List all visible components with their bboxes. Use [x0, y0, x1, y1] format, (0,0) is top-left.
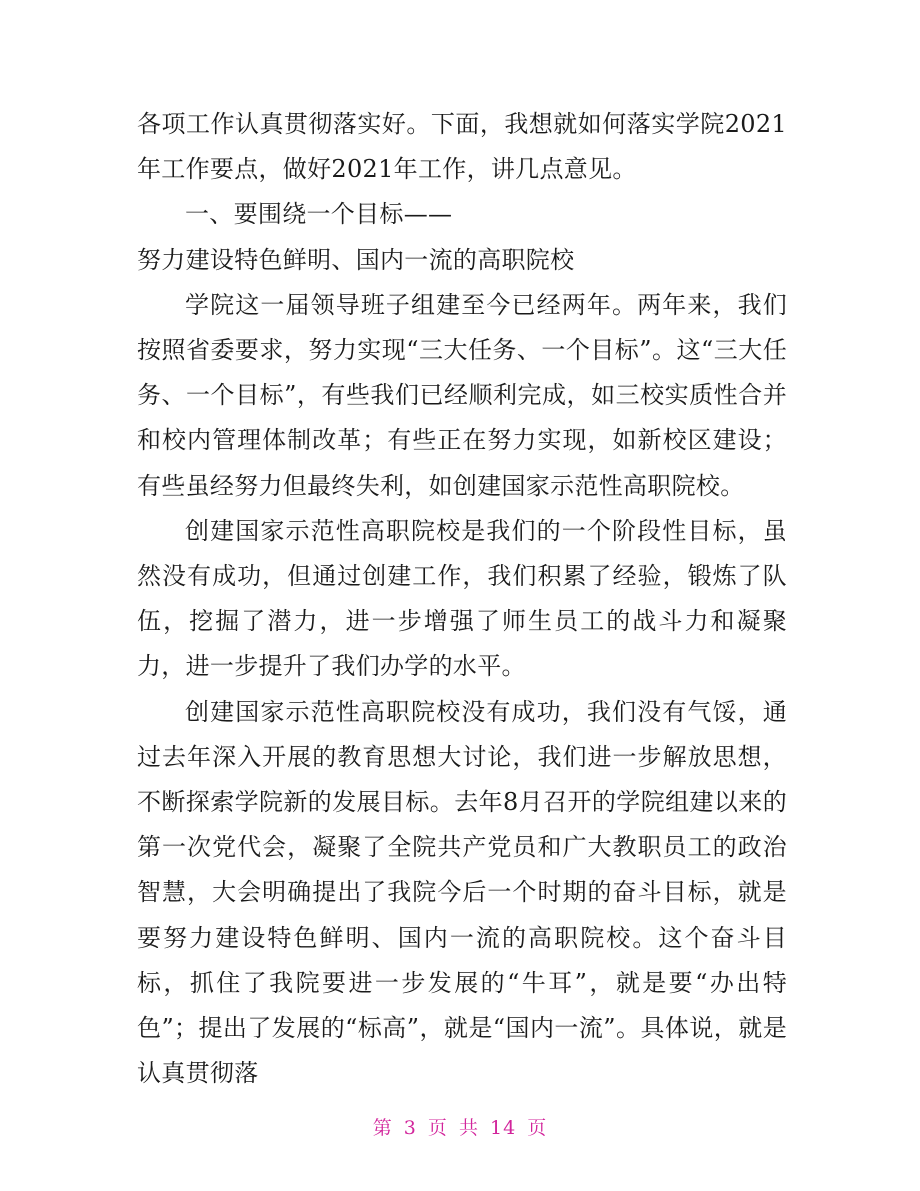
page-footer: [0, 1113, 920, 1140]
footer-prefix: 第: [372, 1117, 393, 1139]
paragraph-leadership: 学院这一届领导班子组建至今已经两年。两年来，我们按照省委要求，努力实现“三大任务、一个目标”。这“三大任务、一个目标”，有些我们已经顺利完成，如三校实质性合并和校内管理体制改革；有些正在努力实现，如新校区建设；有些虽经努力但最终失利，如创建国家示范性高职院校。: [137, 290, 787, 500]
footer-total-unit: 页: [527, 1117, 548, 1139]
section-heading-line-1: 一、要围绕一个目标——: [185, 200, 453, 229]
paragraph-new-goal: 创建国家示范性高职院校没有成功，我们没有气馁，通过去年深入开展的教育思想大讨论，我们进一步解放思想，不断探索学院新的发展目标。去年8月召开的学院组建以来的第一次党代会，凝聚了全院共产党员和广大教职员工的政治智慧，大会明确提出了我院今后一个时期的奋斗目标，就是要努力建设特色鲜明、国内一流的高职院校。这个奋斗目标，抓住了我院要进一步发展的“牛耳”，就是要“办出特色”；提出了发展的“标高”，就是“国内一流”。具体说，就是认真贯彻落: [137, 697, 787, 1088]
footer-total-prefix: 共: [458, 1117, 479, 1139]
paragraph-stage-goal: 创建国家示范性高职院校是我们的一个阶段性目标，虽然没有成功，但通过创建工作，我们积累了经验，锻炼了队伍，挖掘了潜力，进一步增强了师生员工的战斗力和凝聚力，进一步提升了我们办学的水平。: [137, 516, 787, 681]
paragraph-intro: 各项工作认真贯彻落实好。下面，我想就如何落实学院2021年工作要点，做好2021年工作，讲几点意见。: [137, 110, 787, 184]
section-heading-line-2: 努力建设特色鲜明、国内一流的高职院校: [137, 245, 575, 274]
document-body: [137, 102, 787, 1096]
footer-page-number: 3: [403, 1117, 417, 1139]
footer-page-unit: 页: [427, 1117, 448, 1139]
footer-total-pages: 14: [490, 1117, 517, 1139]
